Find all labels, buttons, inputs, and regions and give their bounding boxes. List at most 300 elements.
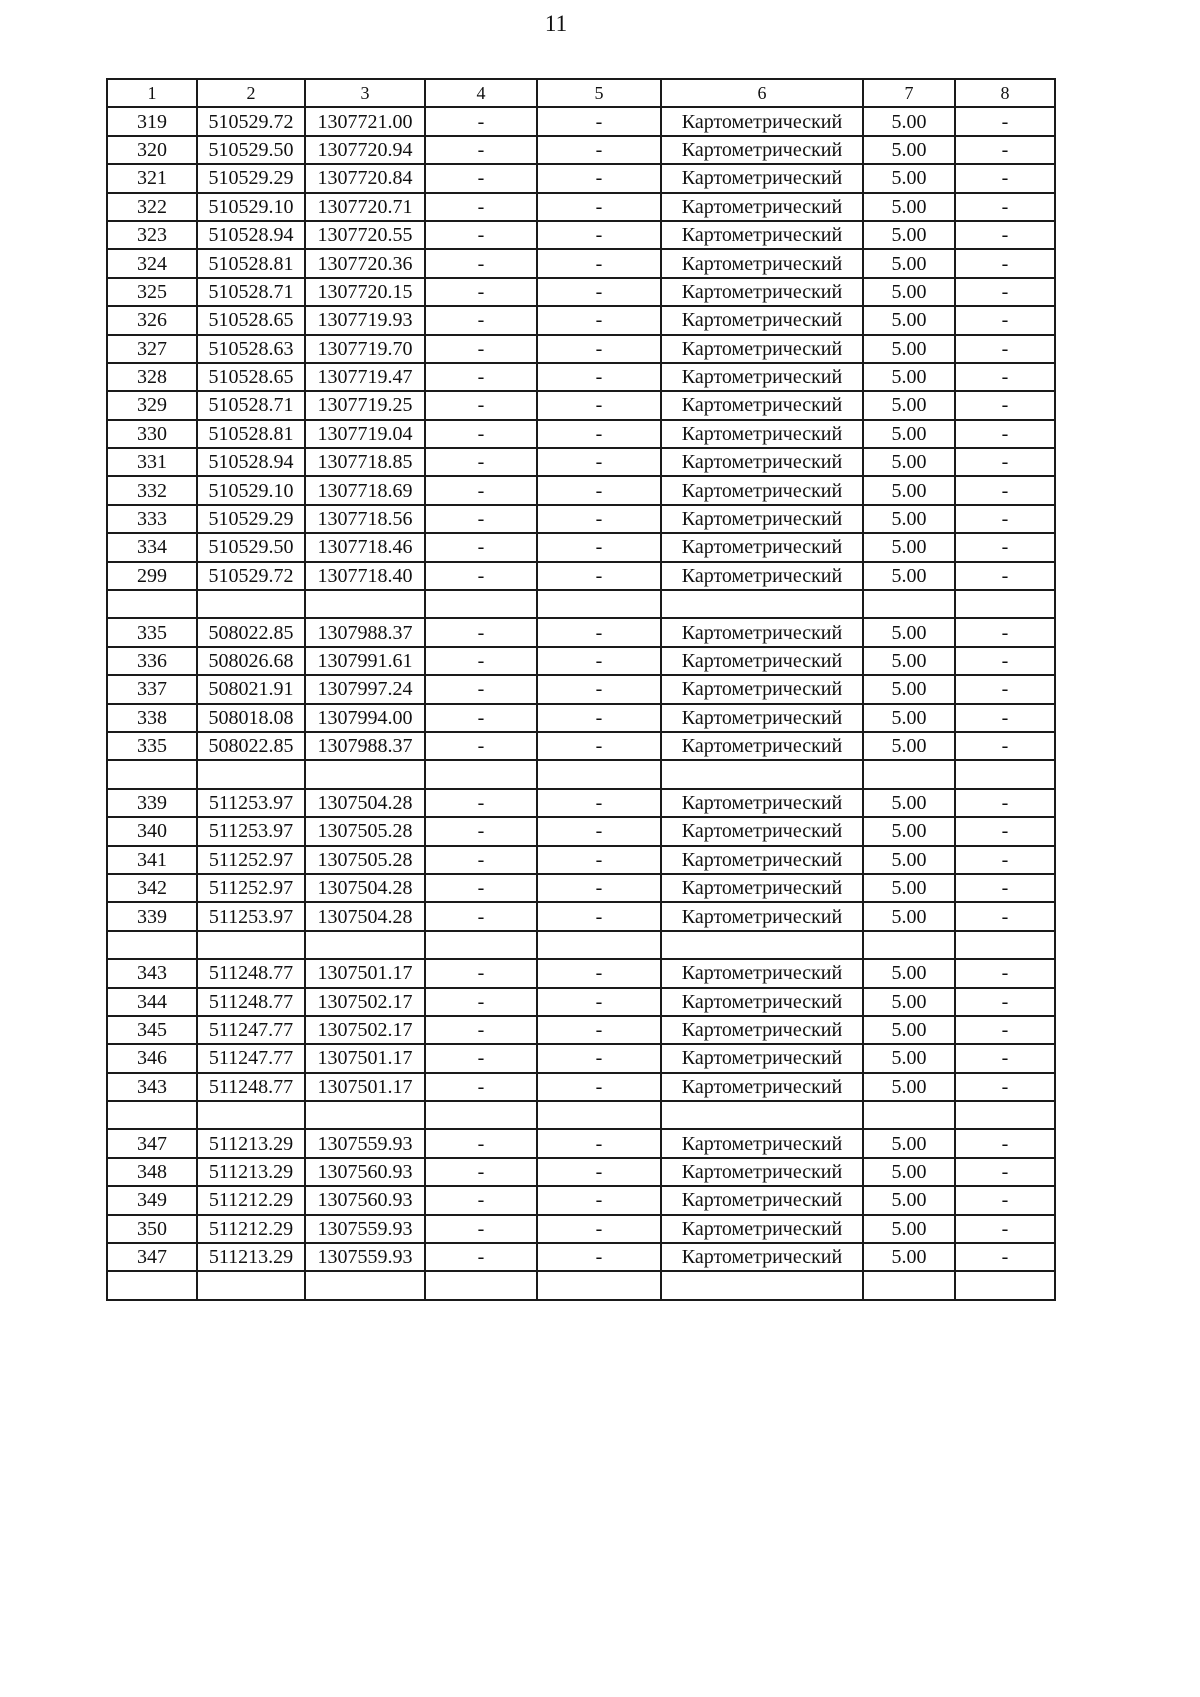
- table-cell: -: [537, 959, 661, 987]
- table-cell: [425, 760, 537, 788]
- table-row: [107, 335, 1055, 363]
- table-cell: Картометрический: [661, 448, 863, 476]
- column-header: 8: [955, 79, 1055, 107]
- page-number: 11: [544, 11, 568, 36]
- table-cell: 321: [107, 164, 197, 192]
- table-cell: 1307719.70: [305, 335, 425, 363]
- table-cell: -: [425, 107, 537, 135]
- table-cell: -: [425, 193, 537, 221]
- table-cell: -: [537, 249, 661, 277]
- table-cell: 1307718.69: [305, 476, 425, 504]
- table-cell: 508026.68: [197, 647, 305, 675]
- table-cell: 1307991.61: [305, 647, 425, 675]
- table-cell: 347: [107, 1129, 197, 1157]
- table-cell: -: [955, 789, 1055, 817]
- table-cell: -: [955, 278, 1055, 306]
- table-cell: 510529.29: [197, 164, 305, 192]
- table-row: [107, 959, 1055, 987]
- table-cell: 5.00: [863, 221, 955, 249]
- table-row: [107, 476, 1055, 504]
- table-cell: 510529.10: [197, 476, 305, 504]
- table-cell: 1307505.28: [305, 846, 425, 874]
- table-cell: 323: [107, 221, 197, 249]
- table-cell: 508018.08: [197, 704, 305, 732]
- table-cell: 1307718.40: [305, 562, 425, 590]
- table-row: [107, 448, 1055, 476]
- table-cell: -: [425, 306, 537, 334]
- table-cell: 5.00: [863, 1243, 955, 1271]
- table-cell: 332: [107, 476, 197, 504]
- table-cell: 5.00: [863, 278, 955, 306]
- table-cell: -: [537, 505, 661, 533]
- table-cell: [425, 1101, 537, 1129]
- table-cell: -: [425, 1158, 537, 1186]
- table-cell: Картометрический: [661, 647, 863, 675]
- table-row: [107, 760, 1055, 788]
- table-cell: -: [425, 1073, 537, 1101]
- table-cell: -: [955, 704, 1055, 732]
- table-cell: -: [955, 505, 1055, 533]
- table-cell: -: [425, 420, 537, 448]
- table-cell: [305, 590, 425, 618]
- table-body: [107, 107, 1055, 1299]
- table-cell: 1307560.93: [305, 1158, 425, 1186]
- table-row: [107, 1016, 1055, 1044]
- table-cell: 339: [107, 902, 197, 930]
- table-cell: 1307720.71: [305, 193, 425, 221]
- table-cell: -: [955, 562, 1055, 590]
- table-cell: Картометрический: [661, 874, 863, 902]
- table-cell: 5.00: [863, 988, 955, 1016]
- table-cell: [107, 590, 197, 618]
- table-cell: -: [425, 476, 537, 504]
- table-row: [107, 306, 1055, 334]
- table-cell: -: [955, 647, 1055, 675]
- table-cell: 1307719.04: [305, 420, 425, 448]
- table-cell: 508021.91: [197, 675, 305, 703]
- table-cell: 330: [107, 420, 197, 448]
- table-cell: 349: [107, 1186, 197, 1214]
- table-cell: 1307720.55: [305, 221, 425, 249]
- table-row: [107, 221, 1055, 249]
- table-cell: -: [537, 1186, 661, 1214]
- table-cell: [661, 1101, 863, 1129]
- table-cell: Картометрический: [661, 675, 863, 703]
- table-cell: 348: [107, 1158, 197, 1186]
- table-cell: 5.00: [863, 505, 955, 533]
- table-cell: [955, 931, 1055, 959]
- table-cell: 346: [107, 1044, 197, 1072]
- table-cell: Картометрический: [661, 306, 863, 334]
- table-cell: 5.00: [863, 675, 955, 703]
- table-row: [107, 1101, 1055, 1129]
- table-cell: 511212.29: [197, 1215, 305, 1243]
- table-cell: Картометрический: [661, 1073, 863, 1101]
- table-cell: 511253.97: [197, 789, 305, 817]
- table-cell: -: [537, 278, 661, 306]
- table-cell: 1307501.17: [305, 1044, 425, 1072]
- table-cell: -: [425, 221, 537, 249]
- table-row: [107, 817, 1055, 845]
- table-cell: [305, 760, 425, 788]
- table-cell: 5.00: [863, 363, 955, 391]
- table-cell: 335: [107, 618, 197, 646]
- table-cell: Картометрический: [661, 193, 863, 221]
- table-cell: -: [537, 704, 661, 732]
- table-cell: Картометрический: [661, 1129, 863, 1157]
- table-cell: -: [425, 533, 537, 561]
- table-row: [107, 675, 1055, 703]
- table-cell: 338: [107, 704, 197, 732]
- table-cell: [537, 590, 661, 618]
- table-cell: -: [425, 363, 537, 391]
- table-cell: 5.00: [863, 732, 955, 760]
- table-row: [107, 278, 1055, 306]
- table-cell: 326: [107, 306, 197, 334]
- table-cell: 508022.85: [197, 618, 305, 646]
- table-row: [107, 1186, 1055, 1214]
- table-cell: 5.00: [863, 817, 955, 845]
- column-header: 3: [305, 79, 425, 107]
- column-header: 6: [661, 79, 863, 107]
- table-cell: -: [955, 1215, 1055, 1243]
- table-cell: [305, 931, 425, 959]
- table-cell: 511252.97: [197, 874, 305, 902]
- table-cell: Картометрический: [661, 278, 863, 306]
- table-cell: 5.00: [863, 1215, 955, 1243]
- table-cell: 511248.77: [197, 1073, 305, 1101]
- table-cell: Картометрический: [661, 704, 863, 732]
- table-cell: 1307501.17: [305, 1073, 425, 1101]
- table-cell: Картометрический: [661, 249, 863, 277]
- table-cell: 1307988.37: [305, 618, 425, 646]
- table-row: [107, 902, 1055, 930]
- table-cell: -: [955, 533, 1055, 561]
- table-cell: -: [955, 335, 1055, 363]
- table-cell: -: [955, 1016, 1055, 1044]
- table-cell: 510528.94: [197, 448, 305, 476]
- table-cell: 1307720.15: [305, 278, 425, 306]
- table-cell: 1307560.93: [305, 1186, 425, 1214]
- table-cell: 341: [107, 846, 197, 874]
- table-cell: 5.00: [863, 1016, 955, 1044]
- table-cell: -: [537, 164, 661, 192]
- table-cell: 510528.81: [197, 420, 305, 448]
- column-header: 7: [863, 79, 955, 107]
- table-cell: 1307988.37: [305, 732, 425, 760]
- table-cell: 511248.77: [197, 959, 305, 987]
- table-cell: 333: [107, 505, 197, 533]
- table-cell: 1307559.93: [305, 1243, 425, 1271]
- table-cell: 1307502.17: [305, 988, 425, 1016]
- table-cell: [661, 590, 863, 618]
- table-cell: Картометрический: [661, 391, 863, 419]
- coordinates-table: [106, 78, 1056, 1301]
- table-cell: -: [537, 732, 661, 760]
- table-cell: -: [425, 704, 537, 732]
- table-cell: 1307559.93: [305, 1215, 425, 1243]
- table-cell: 5.00: [863, 193, 955, 221]
- table-cell: 331: [107, 448, 197, 476]
- table-cell: 511213.29: [197, 1158, 305, 1186]
- table-cell: 5.00: [863, 306, 955, 334]
- table-cell: Картометрический: [661, 1215, 863, 1243]
- table-cell: 5.00: [863, 874, 955, 902]
- table-cell: 511247.77: [197, 1044, 305, 1072]
- table-cell: 336: [107, 647, 197, 675]
- table-cell: -: [955, 817, 1055, 845]
- table-cell: 510528.65: [197, 306, 305, 334]
- table-cell: Картометрический: [661, 221, 863, 249]
- table-row: [107, 704, 1055, 732]
- table-cell: [661, 760, 863, 788]
- table-cell: 5.00: [863, 335, 955, 363]
- table-cell: 510529.10: [197, 193, 305, 221]
- table-cell: -: [425, 335, 537, 363]
- table-cell: -: [537, 1044, 661, 1072]
- table-cell: Картометрический: [661, 732, 863, 760]
- table-cell: 5.00: [863, 959, 955, 987]
- table-cell: 1307719.47: [305, 363, 425, 391]
- table-cell: -: [955, 476, 1055, 504]
- table-cell: 5.00: [863, 391, 955, 419]
- table-cell: 1307719.93: [305, 306, 425, 334]
- table-cell: 510529.50: [197, 533, 305, 561]
- table-cell: -: [537, 306, 661, 334]
- table-cell: [863, 1271, 955, 1299]
- table-cell: 1307720.84: [305, 164, 425, 192]
- table-cell: -: [537, 562, 661, 590]
- table-row: [107, 1129, 1055, 1157]
- table-cell: 510529.29: [197, 505, 305, 533]
- table-cell: Картометрический: [661, 136, 863, 164]
- table-cell: -: [955, 448, 1055, 476]
- table-cell: -: [537, 221, 661, 249]
- table-cell: [863, 931, 955, 959]
- table-cell: 1307504.28: [305, 902, 425, 930]
- table-cell: 329: [107, 391, 197, 419]
- table-cell: -: [955, 902, 1055, 930]
- table-cell: 5.00: [863, 476, 955, 504]
- table-cell: 508022.85: [197, 732, 305, 760]
- table-cell: 510528.81: [197, 249, 305, 277]
- table-cell: Картометрический: [661, 1044, 863, 1072]
- table-cell: -: [425, 136, 537, 164]
- table-cell: [537, 1101, 661, 1129]
- table-cell: [661, 931, 863, 959]
- table-cell: -: [425, 902, 537, 930]
- table-cell: -: [955, 420, 1055, 448]
- table-cell: 510528.71: [197, 278, 305, 306]
- table-row: [107, 732, 1055, 760]
- table-cell: -: [425, 675, 537, 703]
- table-cell: -: [955, 959, 1055, 987]
- table-cell: 5.00: [863, 1073, 955, 1101]
- table-row: [107, 1243, 1055, 1271]
- table-cell: 5.00: [863, 1044, 955, 1072]
- table-cell: -: [425, 505, 537, 533]
- table-cell: 324: [107, 249, 197, 277]
- table-cell: Картометрический: [661, 959, 863, 987]
- table-cell: Картометрический: [661, 363, 863, 391]
- table-cell: 1307720.94: [305, 136, 425, 164]
- table-cell: 1307720.36: [305, 249, 425, 277]
- column-header: 5: [537, 79, 661, 107]
- table-cell: 5.00: [863, 1158, 955, 1186]
- table-cell: 343: [107, 1073, 197, 1101]
- table-cell: 511212.29: [197, 1186, 305, 1214]
- table-cell: -: [425, 249, 537, 277]
- table-cell: 510528.63: [197, 335, 305, 363]
- table-row: [107, 789, 1055, 817]
- table-cell: 1307994.00: [305, 704, 425, 732]
- table-cell: -: [537, 789, 661, 817]
- table-cell: -: [955, 136, 1055, 164]
- table-cell: -: [537, 647, 661, 675]
- table-cell: -: [955, 193, 1055, 221]
- table-row: [107, 931, 1055, 959]
- table-cell: 5.00: [863, 618, 955, 646]
- table-cell: 337: [107, 675, 197, 703]
- table-cell: [537, 1271, 661, 1299]
- table-cell: -: [955, 1073, 1055, 1101]
- table-cell: 320: [107, 136, 197, 164]
- table-cell: -: [955, 1243, 1055, 1271]
- table-cell: -: [955, 988, 1055, 1016]
- table-cell: 510529.72: [197, 562, 305, 590]
- table-row: [107, 193, 1055, 221]
- column-header: 4: [425, 79, 537, 107]
- table-row: [107, 1271, 1055, 1299]
- table-cell: [305, 1271, 425, 1299]
- table-cell: -: [537, 902, 661, 930]
- table-cell: 5.00: [863, 562, 955, 590]
- table-cell: 1307501.17: [305, 959, 425, 987]
- table-cell: -: [425, 562, 537, 590]
- table-cell: Картометрический: [661, 846, 863, 874]
- table-cell: -: [955, 391, 1055, 419]
- table-row: [107, 1073, 1055, 1101]
- table-row: [107, 363, 1055, 391]
- table-cell: -: [425, 448, 537, 476]
- table-cell: 334: [107, 533, 197, 561]
- table-cell: [425, 931, 537, 959]
- table-cell: 339: [107, 789, 197, 817]
- table-cell: 511213.29: [197, 1129, 305, 1157]
- table-row: [107, 647, 1055, 675]
- table-cell: 5.00: [863, 533, 955, 561]
- table-cell: 5.00: [863, 107, 955, 135]
- table-cell: -: [955, 164, 1055, 192]
- table-cell: -: [537, 1243, 661, 1271]
- table-cell: -: [425, 164, 537, 192]
- table-cell: -: [537, 1016, 661, 1044]
- table-cell: Картометрический: [661, 505, 863, 533]
- table-cell: [955, 760, 1055, 788]
- table-cell: -: [537, 618, 661, 646]
- table-cell: 1307719.25: [305, 391, 425, 419]
- table-cell: -: [425, 647, 537, 675]
- table-cell: 1307504.28: [305, 874, 425, 902]
- table-cell: -: [955, 1158, 1055, 1186]
- table-cell: 510529.50: [197, 136, 305, 164]
- table-cell: 511213.29: [197, 1243, 305, 1271]
- table-cell: -: [425, 1044, 537, 1072]
- table-cell: Картометрический: [661, 1016, 863, 1044]
- table-cell: Картометрический: [661, 1186, 863, 1214]
- table-cell: -: [425, 1243, 537, 1271]
- table-cell: -: [537, 988, 661, 1016]
- table-cell: 5.00: [863, 1186, 955, 1214]
- table-cell: 5.00: [863, 902, 955, 930]
- table-row: [107, 420, 1055, 448]
- table-cell: 299: [107, 562, 197, 590]
- table-row: [107, 249, 1055, 277]
- table-cell: 1307504.28: [305, 789, 425, 817]
- table-cell: [107, 931, 197, 959]
- table-cell: -: [425, 874, 537, 902]
- table-cell: -: [425, 732, 537, 760]
- table-cell: Картометрический: [661, 988, 863, 1016]
- table-cell: -: [425, 1215, 537, 1243]
- table-cell: -: [425, 1186, 537, 1214]
- table-cell: [661, 1271, 863, 1299]
- table-cell: [197, 1271, 305, 1299]
- table-cell: 319: [107, 107, 197, 135]
- table-cell: -: [955, 618, 1055, 646]
- table-cell: 1307502.17: [305, 1016, 425, 1044]
- table-cell: [197, 590, 305, 618]
- table-cell: 327: [107, 335, 197, 363]
- table-cell: [425, 1271, 537, 1299]
- table-row: [107, 1158, 1055, 1186]
- table-cell: -: [955, 732, 1055, 760]
- table-cell: 5.00: [863, 249, 955, 277]
- table-cell: -: [425, 959, 537, 987]
- table-cell: 1307718.46: [305, 533, 425, 561]
- table-cell: 342: [107, 874, 197, 902]
- table-cell: 511253.97: [197, 902, 305, 930]
- table-cell: -: [955, 874, 1055, 902]
- table-cell: Картометрический: [661, 335, 863, 363]
- table-cell: [955, 1271, 1055, 1299]
- table-cell: 343: [107, 959, 197, 987]
- table-cell: Картометрический: [661, 789, 863, 817]
- table-cell: 5.00: [863, 647, 955, 675]
- table-cell: 1307997.24: [305, 675, 425, 703]
- table-cell: 5.00: [863, 136, 955, 164]
- table-cell: -: [955, 1044, 1055, 1072]
- table-row: [107, 1215, 1055, 1243]
- table-cell: 511253.97: [197, 817, 305, 845]
- table-cell: -: [537, 1073, 661, 1101]
- table-cell: -: [537, 420, 661, 448]
- table-cell: [425, 590, 537, 618]
- table-cell: -: [425, 391, 537, 419]
- table-row: [107, 391, 1055, 419]
- table-cell: 5.00: [863, 448, 955, 476]
- table-cell: -: [537, 874, 661, 902]
- table-cell: 347: [107, 1243, 197, 1271]
- table-cell: 340: [107, 817, 197, 845]
- table-cell: -: [425, 846, 537, 874]
- table-cell: [107, 760, 197, 788]
- table-cell: -: [425, 789, 537, 817]
- header-row: [107, 79, 1055, 107]
- table-cell: [863, 760, 955, 788]
- table-cell: 5.00: [863, 164, 955, 192]
- table-cell: [955, 590, 1055, 618]
